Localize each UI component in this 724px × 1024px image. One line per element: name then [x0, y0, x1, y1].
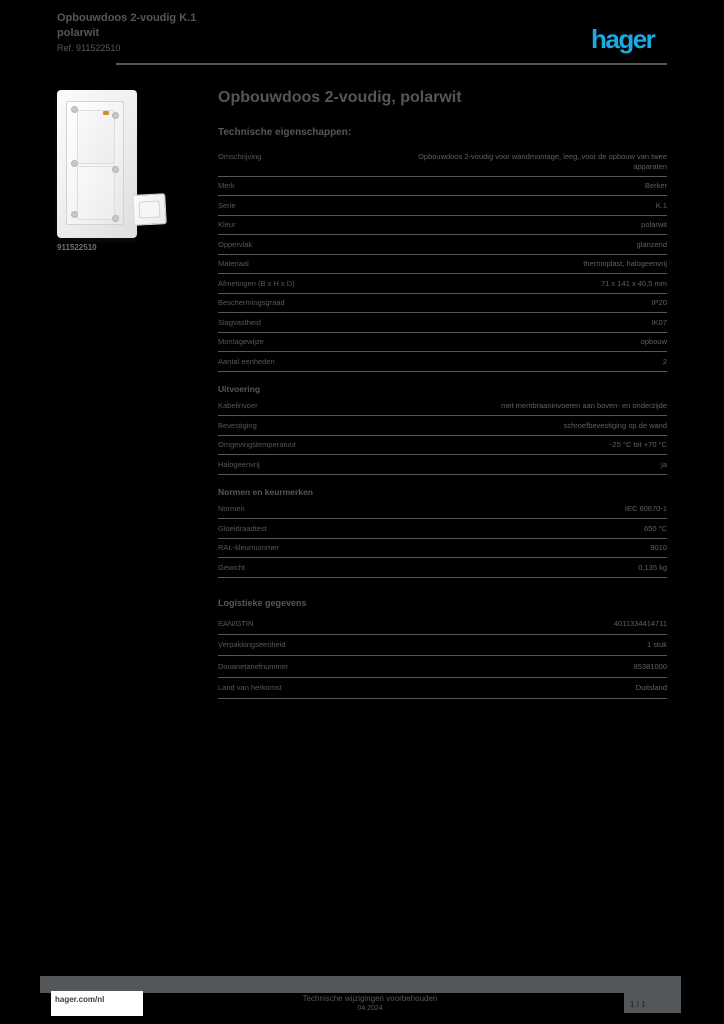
spec-row — [218, 500, 667, 520]
logistics-section — [218, 598, 667, 699]
spec-value: -25 °C tot +70 °C — [609, 440, 667, 449]
spec-value: Berker — [644, 181, 667, 190]
spec-label: Beschermingsgraad — [218, 298, 285, 307]
spec-value: thermoplast, halogeenvrij — [583, 259, 667, 268]
header-product-name: Opbouwdoos 2-voudig K.1 — [57, 12, 197, 24]
screw-hole — [71, 211, 78, 218]
spec-row — [218, 147, 667, 177]
spec-row — [218, 313, 667, 333]
footer-url-box — [51, 991, 143, 1016]
accessory-part — [132, 193, 167, 226]
spec-label: Gloeidraadtest — [218, 523, 267, 533]
spec-value: glanzend — [636, 239, 667, 249]
spec-label: Normen — [218, 504, 245, 513]
spec-row — [218, 416, 667, 436]
screw-hole — [112, 166, 119, 173]
spec-label: Kleur — [218, 220, 236, 229]
spec-label: Oppervlak — [218, 239, 253, 249]
gang-opening-bottom — [77, 166, 115, 220]
spec-value: 650 °C — [643, 523, 667, 533]
spec-row — [218, 558, 667, 578]
spec-row — [218, 216, 667, 236]
spec-label: Merk — [218, 181, 235, 190]
page-title: Opbouwdoos 2-voudig, polarwit — [218, 89, 462, 106]
footer-page-box — [624, 985, 681, 1013]
spec-row — [218, 352, 667, 372]
logistics-heading: Logistieke gegevens — [218, 598, 307, 608]
spec-row — [218, 397, 667, 417]
spec-label: Slagvastheid — [218, 317, 261, 327]
contact-detail — [103, 111, 109, 115]
spec-value: ja — [661, 459, 667, 469]
spec-label: Halogeenvrij — [218, 459, 260, 469]
spec-label: Omgevingstemperatuur — [218, 440, 297, 449]
spec-value: IP20 — [651, 298, 667, 307]
spec-value: schroefbevestiging op de wand — [563, 420, 667, 430]
spec-value: 85381000 — [633, 661, 667, 671]
footer-page-number: 1 / 1 — [630, 1000, 646, 1009]
spec-row — [218, 635, 667, 657]
spec-value: met membraaninvoeren aan boven- en onderzijde — [501, 401, 667, 410]
spec-row — [218, 294, 667, 314]
spec-value: 2 — [662, 356, 667, 366]
footer-date: 04.2024 — [357, 1005, 383, 1012]
spec-label: Gewicht — [218, 562, 246, 572]
header-divider — [116, 63, 667, 65]
screw-hole — [71, 160, 78, 167]
spec-value: K.1 — [655, 200, 667, 210]
spec-row — [218, 656, 667, 678]
gang-opening-top — [77, 110, 115, 164]
photo-caption: 911522510 — [57, 243, 97, 252]
product-photo — [57, 90, 137, 238]
spec-value: Opbouwdoos 2-voudig voor wandmontage, leeg, voor de opbouw van twee apparaten — [418, 151, 667, 171]
spec-label: Omschrijving — [218, 151, 262, 161]
spec-label: Kabelinvoer — [218, 401, 258, 410]
spec-row — [218, 436, 667, 456]
spec-row — [218, 333, 667, 353]
spec-value: Duitsland — [635, 683, 667, 692]
spec-label: Bevestiging — [218, 420, 257, 430]
spec-table — [218, 147, 667, 578]
spec-label: Serie — [218, 200, 236, 210]
spec-row — [218, 678, 667, 700]
spec-value: opbouw — [640, 337, 667, 346]
spec-label: EAN/GTIN — [218, 618, 254, 628]
spec-row — [218, 235, 667, 255]
spec-value: IEC 60670-1 — [624, 504, 667, 513]
screw-hole — [71, 106, 78, 113]
spec-subheading: Normen en keurmerken — [218, 486, 313, 497]
spec-label: Land van herkomst — [218, 683, 282, 692]
screw-hole — [112, 215, 119, 222]
spec-value: 9010 — [650, 543, 667, 552]
spec-row — [218, 455, 667, 475]
spec-value: polarwit — [641, 220, 667, 229]
footer-url-link[interactable]: hager.com/nl — [55, 995, 105, 1004]
footer-center-text — [275, 994, 465, 1013]
spec-row — [218, 274, 667, 294]
spec-value: 71 x 141 x 40,5 mm — [601, 278, 667, 288]
spec-value: 4011334414711 — [613, 618, 667, 628]
spec-label: Materiaal — [218, 259, 249, 268]
spec-label: Verpakkingseenheid — [218, 640, 286, 649]
spec-value: IK07 — [651, 317, 667, 327]
spec-label: Douanetariefnummer — [218, 661, 289, 671]
header-product-variant: polarwit — [57, 27, 100, 39]
spec-label: Aantal eenheden — [218, 356, 275, 366]
spec-row — [218, 196, 667, 216]
spec-row — [218, 255, 667, 275]
spec-row — [218, 519, 667, 539]
logistics-table — [218, 613, 667, 699]
main-column — [218, 88, 667, 578]
spec-row — [218, 613, 667, 635]
spec-row — [218, 177, 667, 197]
spec-label: RAL-kleurnummer — [218, 543, 279, 552]
spec-value: 0,135 kg — [638, 562, 667, 572]
section-heading: Technische eigenschappen: — [218, 127, 352, 138]
footer-disclaimer: Technische wijzigingen voorbehouden — [302, 994, 438, 1003]
spec-label: Montagewijze — [218, 337, 264, 346]
product-photo-frame — [66, 101, 124, 225]
spec-subheading: Uitvoering — [218, 383, 261, 394]
header-reference: Ref. 911522510 — [57, 43, 121, 53]
hager-logo: hager — [591, 24, 655, 54]
spec-row — [218, 539, 667, 559]
screw-hole — [112, 112, 119, 119]
spec-value: 1 stuk — [646, 640, 667, 649]
spec-label: Afmetingen (B x H x D) — [218, 278, 295, 288]
